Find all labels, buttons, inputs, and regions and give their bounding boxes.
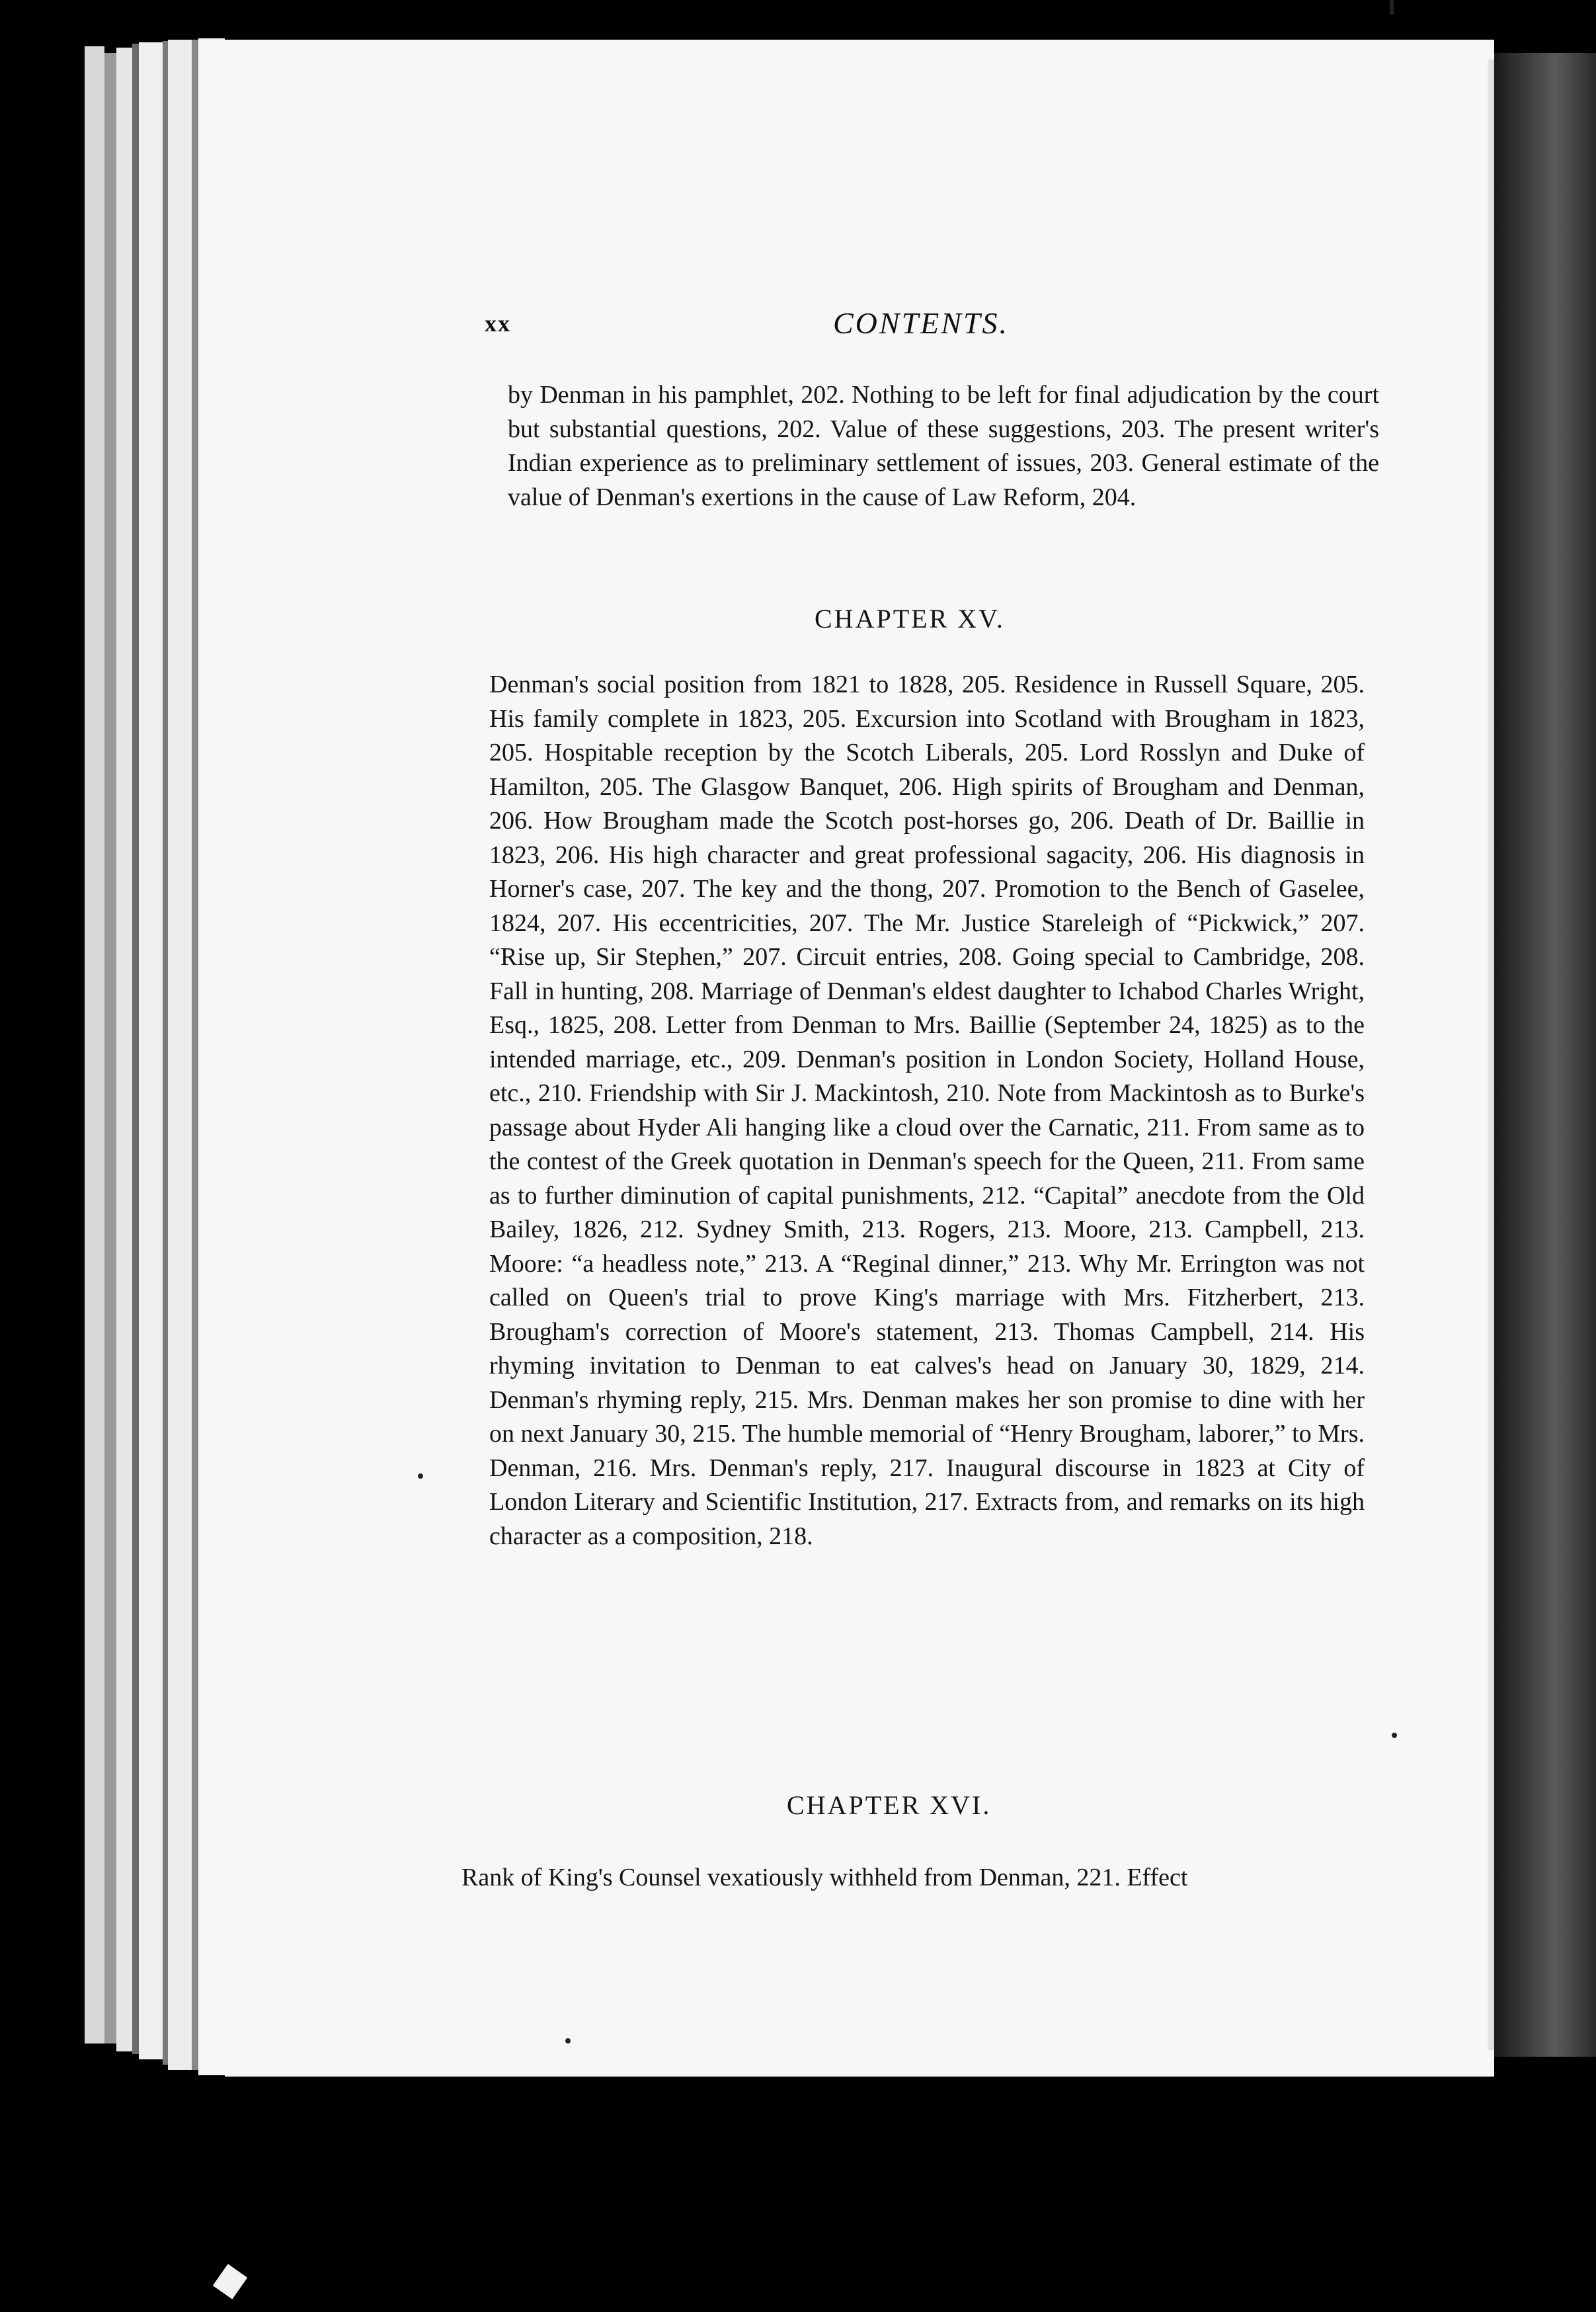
page-edge-strip xyxy=(163,41,168,2065)
page-edge-strip xyxy=(104,53,116,2044)
scan-artifact xyxy=(213,2264,247,2299)
running-title: CONTENTS. xyxy=(833,306,1010,340)
page-edge-strip xyxy=(132,44,139,2054)
ink-speck xyxy=(418,1473,423,1479)
page-edge-strip xyxy=(85,46,104,2044)
page-edge-strip xyxy=(198,38,225,2075)
scan-mark xyxy=(1390,0,1394,15)
page-edge-strip xyxy=(116,48,132,2051)
page-edge-strip xyxy=(192,40,198,2070)
ink-speck xyxy=(565,2038,571,2044)
chapter-16-summary: Rank of King's Counsel vexatiously withheld from Denman, 221. Effect xyxy=(461,1864,1188,1891)
ink-speck xyxy=(1392,1733,1397,1738)
page-edge-strip xyxy=(168,40,192,2070)
page-number: xx xyxy=(485,310,511,337)
chapter-16-heading: CHAPTER XVI. xyxy=(787,1790,992,1820)
chapter-15-summary: Denman's social position from 1821 to 1828, 205. Residence in Russell Square, 205. His family complete in 1823, 205. Excursion into Scotland with Brougham in 1823, 205. Hospitable reception by the Scotch Liberals, 205. Lord Rosslyn and Duke of Hamilton, 205. The Glasgow Banquet, 206. High spirits of Brougham and Denman, 206. How Brougham made the Scotch post-horses go, 206. Death of Dr. Baillie in 1823, 206. His high character and great professional sagacity, 206. His diagnosis in Horner's case, 207. The key and the thong, 207. Promotion to the Bench of Gaselee, 1824, 207. His eccentricities, 207. The Mr. Justice Stareleigh of “Pickwick,” 207. “Rise up, Sir Stephen,” 207. Circuit entries, 208. Going special to Cambridge, 208. Fall in hunting, 208. Marriage of Denman's eldest daughter to Ichabod Charles Wright, Esq., 1825, 208. Letter from Denman to Mrs. Baillie (September 24, 1825) as to the intended marriage, etc., 209. Denman's position in London Society, Holland House, etc., 210. Friendship with Sir J. Mackintosh, 210. Note from Mackintosh as to Burke's passage about Hyder Ali hanging like a cloud over the Carnatic, 211. From same as to the contest of the Greek quotation in Denman's speech for the Queen, 211. From same as to further diminution of capital punishments, 212. “Capital” anecdote from the Old Bailey, 1826, 212. Sydney Smith, 213. Rogers, 213. Moore, 213. Campbell, 213. Moore: “a headless note,” 213. A “Reginal dinner,” 213. Why Mr. Errington was not called on Queen's trial to prove King's marriage with Mrs. Fitzherbert, 213. Brougham's correction of Moore's statement, 213. Thomas Campbell, 214. His rhyming invitation to Denman to eat calves's head on January 30, 1829, 214. Denman's rhyming reply, 215. Mrs. Denman makes her son promise to dine with her on next January 30, 215. The humble memorial of “Henry Brougham, laborer,” to Mrs. Denman, 216. Mrs. Denman's reply, 217. Inaugural discourse in 1823 at City of London Literary and Scientific Institution, 217. Extracts from, and remarks on its high character as a composition, 218. xyxy=(489,671,1365,1550)
continuation-paragraph: by Denman in his pamphlet, 202. Nothing to be left for final adjudication by the court but substantial questions, 202. Value of these suggestions, 203. The present writer's Indian experience as to preliminary settlement of issues, 203. General estimate of the value of Denman's exertions in the cause of Law Reform, 204. xyxy=(508,381,1379,511)
book-gutter xyxy=(1494,53,1596,2057)
page-edge-strip xyxy=(139,42,163,2059)
chapter-15-heading: CHAPTER XV. xyxy=(815,604,1005,634)
